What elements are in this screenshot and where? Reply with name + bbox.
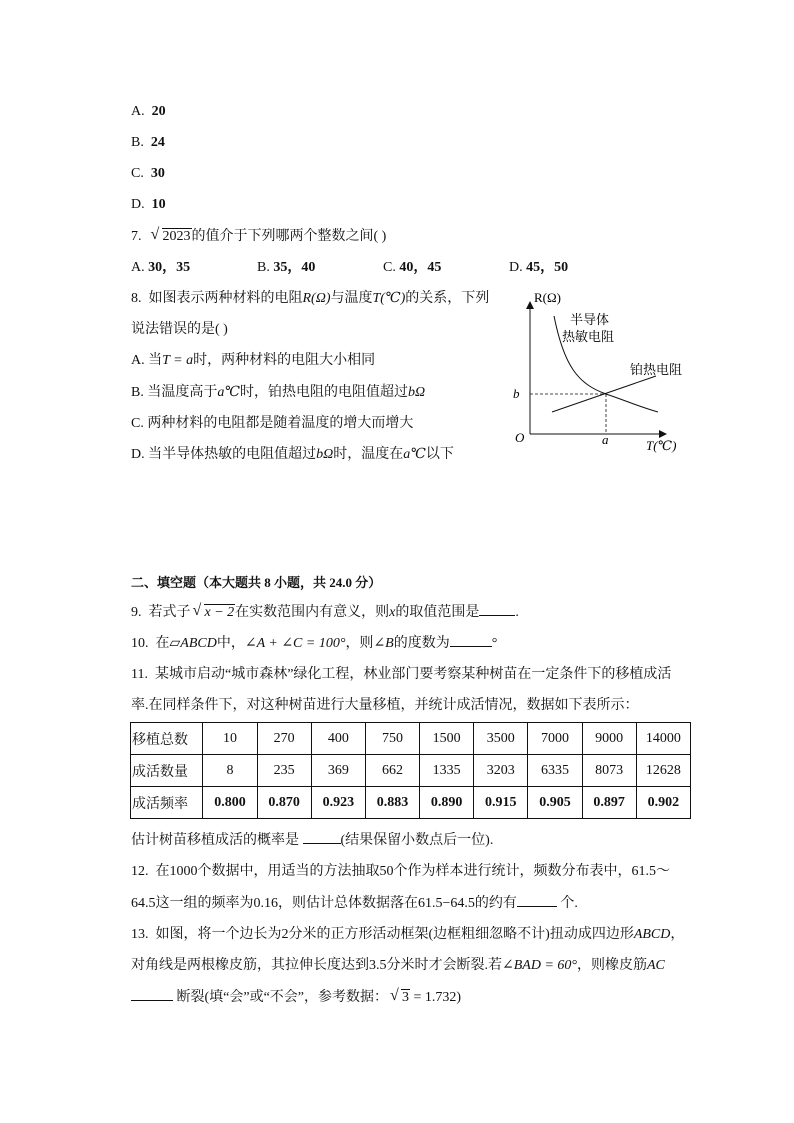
row-header: 成活数量: [131, 755, 203, 787]
question-11-line-2: 率.在同样条件下，对这种树苗进行大量移植，并统计成活情况，数据如下表所示：: [131, 698, 639, 713]
table-cell: 235: [257, 755, 311, 787]
option-d: D. 10: [131, 197, 166, 212]
answer-blank[interactable]: [517, 894, 557, 907]
sqrt-expression: √ x − 2: [193, 604, 236, 622]
question-9: 9. 若式子√ x − 2在实数范围内有意义，则x的取值范围是 .: [131, 603, 519, 622]
q8-option-a: A. 当T = a时，两种材料的电阻大小相同: [131, 353, 376, 368]
question-8-stem-cont: 说法错误的是( ): [131, 322, 228, 337]
question-11-answer-line: 估计树苗移植成活的概率是 (结果保留小数点后一位).: [131, 833, 494, 848]
y-axis-label: R(Ω): [534, 290, 561, 305]
table-cell: 270: [257, 723, 311, 755]
question-13-line-2: 对角线是两根橡皮筋，其拉伸长度达到3.5分米时才会断裂.若∠BAD = 60°，则橡皮筋AC: [131, 958, 665, 973]
q7-option-c: C. 40，45: [383, 260, 442, 275]
table-cell: 7000: [528, 723, 582, 755]
question-8-stem: 8. 如图表示两种材料的电阻R(Ω)与温度T(℃)的关系，下列: [131, 291, 490, 306]
section-2-title: 二、填空题（本大题共 8 小题，共 24.0 分）: [131, 575, 382, 590]
table-row: [131, 723, 691, 755]
q8-option-b: B. 当温度高于a℃时，铂热电阻的电阻值超过bΩ: [131, 385, 426, 400]
option-b: B. 24: [131, 135, 165, 150]
table-cell: 1500: [420, 723, 474, 755]
question-12-line-1: 12. 在1000个数据中，用适当的方法抽取50个作为样本进行统计，频数分布表中，61.5～: [131, 864, 670, 879]
option-c: C. 30: [131, 166, 165, 181]
x-axis-label: T(℃): [646, 438, 677, 453]
table-row: [131, 787, 691, 819]
table-cell: 10: [203, 723, 257, 755]
platinum-label: 铂热电阻: [630, 362, 683, 377]
table-row: [131, 755, 691, 787]
question-11-line-1: 11. 某城市启动“城市森林”绿化工程，林业部门要考察某种树苗在一定条件下的移植成活: [131, 667, 672, 682]
table-cell: 662: [365, 755, 419, 787]
q8-option-c: C. 两种材料的电阻都是随着温度的增大而增大: [131, 416, 414, 431]
table-cell: 0.905: [528, 787, 582, 819]
table-cell: 0.897: [582, 787, 636, 819]
sqrt-expression: √ 3: [390, 989, 410, 1007]
table-cell: 750: [365, 723, 419, 755]
q7-option-d: D. 45，50: [509, 260, 569, 275]
table-cell: 8: [203, 755, 257, 787]
sqrt-expression: √ 2023: [151, 228, 192, 246]
table-cell: 6335: [528, 755, 582, 787]
transplant-data-table: [130, 722, 691, 819]
semiconductor-label-1: 半导体: [570, 312, 610, 327]
table-cell: 0.890: [420, 787, 474, 819]
table-cell: 0.883: [365, 787, 419, 819]
q8-option-d: D. 当半导体热敏的电阻值超过bΩ时，温度在a℃以下: [131, 447, 454, 462]
q7-option-b: B. 35，40: [257, 260, 316, 275]
q7-option-a: A. 30，35: [131, 260, 191, 275]
table-cell: 369: [311, 755, 365, 787]
table-cell: 400: [311, 723, 365, 755]
table-cell: 0.915: [474, 787, 528, 819]
row-header: 成活频率: [131, 787, 203, 819]
semiconductor-label-2: 热敏电阻: [562, 329, 615, 344]
table-cell: 8073: [582, 755, 636, 787]
resistance-temperature-graph: [506, 288, 696, 458]
answer-blank[interactable]: [131, 988, 173, 1001]
answer-blank[interactable]: [303, 831, 341, 844]
origin-label: O: [515, 430, 525, 445]
option-a: A. 20: [131, 104, 166, 119]
table-cell: 3500: [474, 723, 528, 755]
a-label: a: [602, 432, 609, 447]
row-header: 移植总数: [131, 723, 203, 755]
table-cell: 0.902: [636, 787, 690, 819]
table-cell: 9000: [582, 723, 636, 755]
question-12-line-2: 64.5这一组的频率为0.16，则估计总体数据落在61.5−64.5的约有 个.: [131, 896, 578, 911]
question-10: 10. 在▱ABCD中，∠A + ∠C = 100°，则∠B的度数为 °: [131, 636, 498, 651]
table-cell: 1335: [420, 755, 474, 787]
answer-blank[interactable]: [450, 634, 492, 647]
table-cell: 3203: [474, 755, 528, 787]
question-13-line-1: 13. 如图，将一个边长为2分米的正方形活动框架(边框粗细忽略不计)扭动成四边形ABCD，: [131, 927, 685, 942]
table-cell: 0.923: [311, 787, 365, 819]
question-13-line-3: 断裂(填“会”或“不会”，参考数据：√ 3 = 1.732): [131, 988, 461, 1007]
b-label: b: [513, 386, 520, 401]
answer-blank[interactable]: [479, 603, 515, 616]
table-cell: 0.800: [203, 787, 257, 819]
table-cell: 0.870: [257, 787, 311, 819]
table-cell: 14000: [636, 723, 690, 755]
table-cell: 12628: [636, 755, 690, 787]
question-7-stem: 7. √ 2023的值介于下列哪两个整数之间( ): [131, 228, 386, 246]
